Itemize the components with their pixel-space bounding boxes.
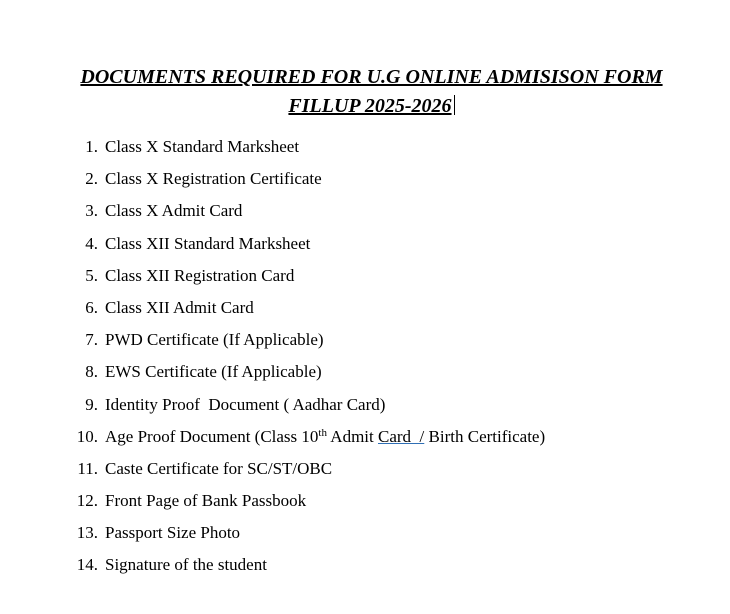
list-item-number: 10. [76,426,98,446]
list-item-text: Class XII Registration Card [105,265,295,285]
list-item-text: Class X Registration Certificate [105,169,322,189]
list-item-text: Identity Proof Document ( Aadhar Card) [105,394,386,414]
ordinal-suffix: th [318,426,327,439]
list-item-text: EWS Certificate (If Applicable) [105,362,322,382]
list-item-number: 8. [85,362,98,382]
list-item-text: Class X Admit Card [105,201,243,221]
list-item-text: Front Page of Bank Passbook [105,491,307,511]
list-item-number: 12. [76,491,98,511]
document-title-line-2-text: FILLUP 2025-2026 [288,95,452,117]
list-item-number: 11. [77,458,98,478]
list-item-text-part-2: Admit [326,426,378,446]
list-item-number: 3. [85,201,98,221]
list-item-text: Caste Certificate for SC/ST/OBC [105,458,333,478]
spellcheck-underlined-text: Card / [378,426,425,446]
list-item-text: Class XII Standard Marksheet [105,233,311,253]
list-item-number: 2. [85,169,98,189]
list-item-text: Passport Size Photo [105,523,241,543]
list-item-number: 14. [76,555,98,575]
list-item-text-part-3: Birth Certificate) [424,426,546,446]
list-item-number: 9. [85,394,98,414]
list-item-text: Class X Standard Marksheet [105,137,300,156]
list-item-number: 1. [85,137,98,156]
list-item-number: 6. [85,297,98,317]
list-item-number: 13. [76,523,98,543]
document-title-line-2 [40,92,703,120]
text-cursor [454,95,455,115]
document-title-line-1: DOCUMENTS REQUIRED FOR U.G ONLINE ADMISISON FORM [80,66,663,88]
list-item-number: 5. [85,265,98,285]
list-item-text: Class XII Admit Card [105,297,254,317]
list-item-number: 4. [85,233,98,253]
list-item-text [105,421,545,453]
list-item-text: Signature of the student [105,555,267,575]
list-item-text: PWD Certificate (If Applicable) [105,330,324,350]
list-item-number: 7. [85,330,98,350]
list-item-text-part-1: Age Proof Document (Class 10 [105,426,319,446]
